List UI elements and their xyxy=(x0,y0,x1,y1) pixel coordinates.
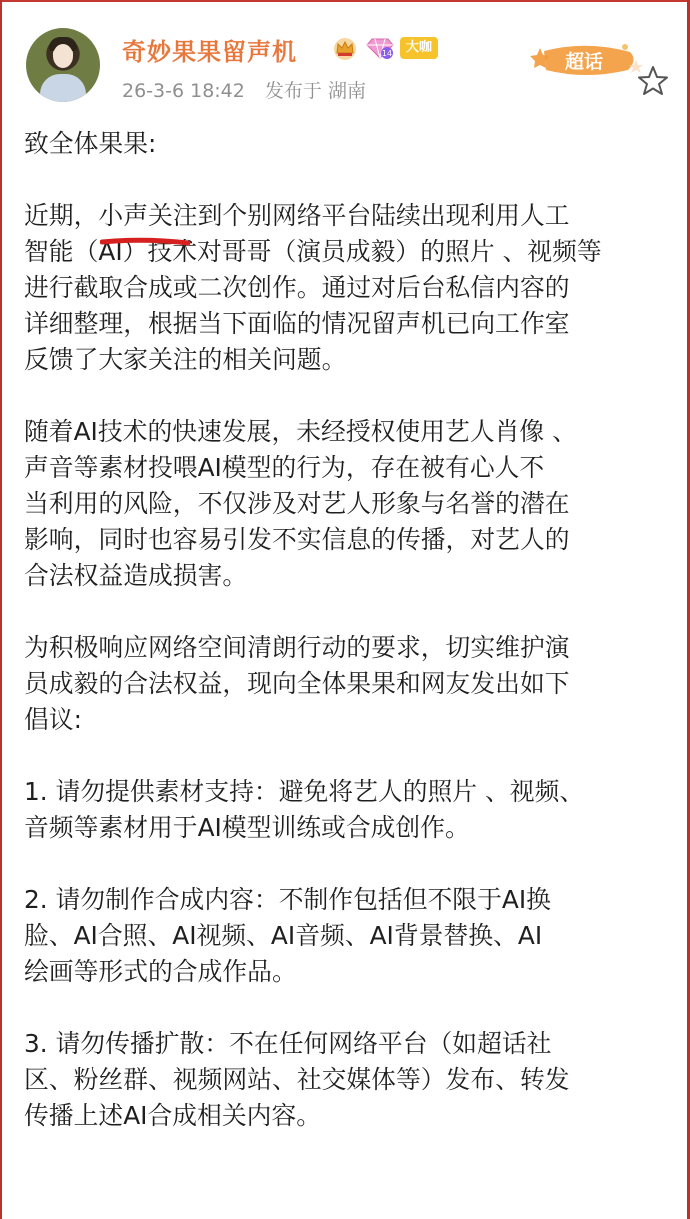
avatar-face xyxy=(53,44,73,68)
greeting: 致全体果果: xyxy=(24,129,157,158)
frame-top-edge xyxy=(0,0,690,2)
daka-badge[interactable]: 大咖 xyxy=(400,37,438,59)
diamond-level-icon[interactable] xyxy=(366,36,394,60)
favorite-star-icon[interactable] xyxy=(636,64,670,98)
avatar-shirt xyxy=(40,74,86,102)
svg-text:14: 14 xyxy=(381,49,393,58)
supertopic-label: 超话 xyxy=(564,51,604,73)
supertopic-tag[interactable] xyxy=(526,38,646,80)
paragraph-item-2: 2. 请勿制作合成内容：不制作包括但不限于AI换 脸、AI合照、AI视频、AI音频、AI背景替换、AI 绘画等形式的合成作品。 xyxy=(24,885,551,986)
post-meta xyxy=(122,76,380,103)
post-body xyxy=(24,126,669,1134)
crown-badge-icon[interactable] xyxy=(332,36,358,60)
avatar[interactable] xyxy=(26,28,100,102)
frame-left-edge xyxy=(0,0,2,1219)
paragraph-item-3: 3. 请勿传播扩散：不在任何网络平台（如超话社 区、粉丝群、视频网站、社交媒体等）发布、转发 传播上述AI合成相关内容。 xyxy=(24,1029,570,1130)
post-location: 发布于 湖南 xyxy=(264,80,366,102)
paragraph-ai-risk: 随着AI技术的快速发展，未经授权使用艺人肖像 、 声音等素材投喂AI模型的行为，存在被有心人不 当利用的风险，不仅涉及对艺人形象与名誉的潜在 影响，同时也容易引发不实信息的传播，对艺人的 合法权益造成损害。 xyxy=(24,417,577,590)
paragraph-item-1: 1. 请勿提供素材支持：避免将艺人的照片 、视频、 音频等素材用于AI模型训练或合成创作。 xyxy=(24,777,585,842)
paragraph-intro: 近期，小声关注到个别网络平台陆续出现利用人工 智能（AI）技术对哥哥（演员成毅）的照片 、视频等 进行截取合成或二次创作。通过对后台私信内容的 详细整理，根据当下面临的情况留声机已向工作室 反馈了大家关注的相关问题。 xyxy=(24,201,602,374)
post-timestamp: 26-3-6 18:42 xyxy=(122,80,245,102)
post-header xyxy=(26,28,666,108)
paragraph-call-to-action: 为积极响应网络空间清朗行动的要求，切实维护演 员成毅的合法权益，现向全体果果和网友发出如下 倡议: xyxy=(24,633,570,734)
red-underline-annotation xyxy=(100,234,192,248)
username[interactable]: 奇妙果果留声机 xyxy=(122,38,297,66)
